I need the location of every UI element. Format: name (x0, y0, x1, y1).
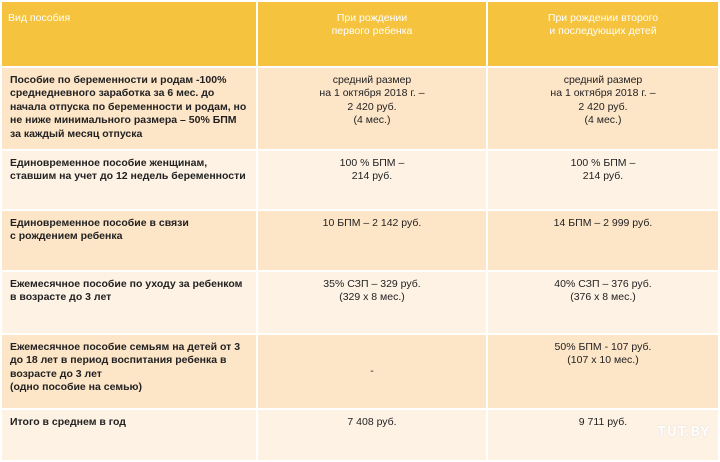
benefits-table (2, 2, 718, 462)
first-child-value: 7 408 руб. (258, 410, 488, 462)
benefit-label: Пособие по беременности и родам -100% среднедневного заработка за 6 мес. до начала отпуска по беременности и родам, но не ниже минимального размера – 50% БПМ за каждый месяц отпуска (2, 68, 258, 151)
table-row (2, 211, 718, 272)
first-child-value: - (258, 335, 488, 410)
second-child-value: 50% БПМ - 107 руб. (107 х 10 мес.) (488, 335, 718, 410)
benefit-label: Ежемесячное пособие семьям на детей от 3 до 18 лет в период воспитания ребенка в возрасте до 3 лет (одно пособие на семью) (2, 335, 258, 410)
second-child-value: 14 БПМ – 2 999 руб. (488, 211, 718, 272)
benefit-label: Ежемесячное пособие по уходу за ребенком в возрасте до 3 лет (2, 272, 258, 335)
table-row (2, 272, 718, 335)
table-row (2, 410, 718, 462)
benefit-label: Единовременное пособие женщинам, ставшим на учет до 12 недель беременности (2, 151, 258, 211)
header-second-child: При рождении второго и последующих детей (488, 2, 718, 68)
second-child-value: 9 711 руб. (488, 410, 718, 462)
table-row (2, 151, 718, 211)
second-child-value: 100 % БПМ – 214 руб. (488, 151, 718, 211)
header-row (2, 2, 718, 68)
benefit-label: Итого в среднем в год (2, 410, 258, 462)
header-first-child: При рождении первого ребенка (258, 2, 488, 68)
second-child-value: средний размер на 1 октября 2018 г. – 2 420 руб. (4 мес.) (488, 68, 718, 151)
header-benefit-type: Вид пособия (2, 2, 258, 68)
benefit-label: Единовременное пособие в связи с рождением ребенка (2, 211, 258, 272)
first-child-value: средний размер на 1 октября 2018 г. – 2 420 руб. (4 мес.) (258, 68, 488, 151)
table-row (2, 68, 718, 151)
first-child-value: 35% СЗП – 329 руб. (329 х 8 мес.) (258, 272, 488, 335)
first-child-value: 100 % БПМ – 214 руб. (258, 151, 488, 211)
watermark-logo: TUT.BY (657, 425, 710, 440)
table-row (2, 335, 718, 410)
first-child-value: 10 БПМ – 2 142 руб. (258, 211, 488, 272)
second-child-value: 40% СЗП – 376 руб. (376 х 8 мес.) (488, 272, 718, 335)
